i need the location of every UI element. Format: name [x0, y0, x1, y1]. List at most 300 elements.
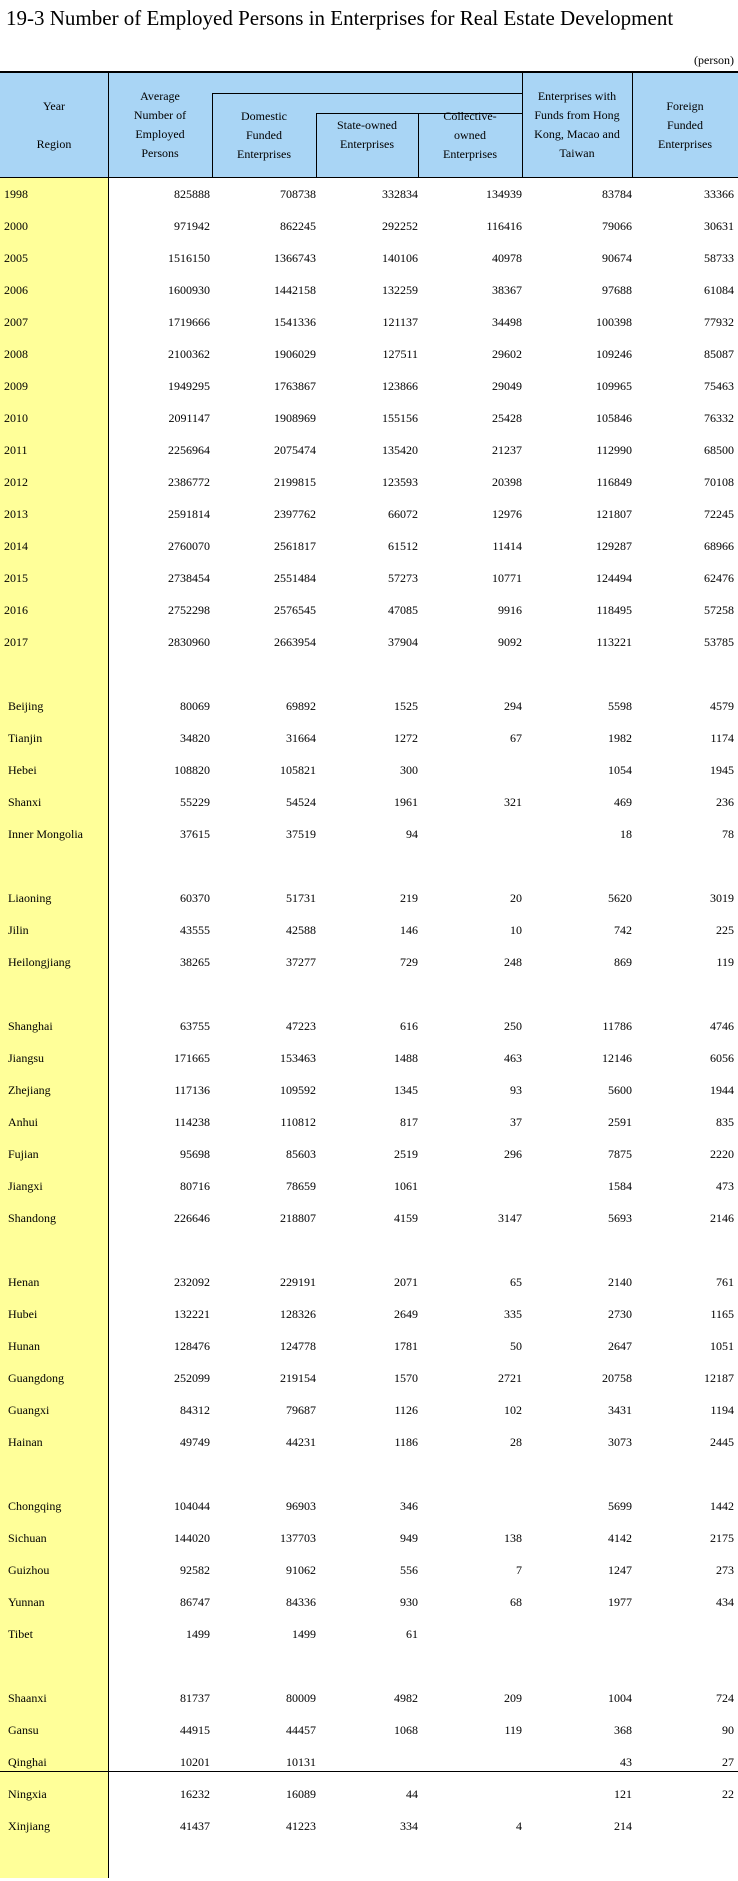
cell-value: 77932	[704, 315, 734, 329]
table-row	[0, 1266, 738, 1298]
cell-value: 61	[406, 1627, 418, 1641]
row-label: Beijing	[8, 699, 44, 713]
cell-value: 37904	[388, 635, 418, 649]
cell-value: 108820	[174, 763, 210, 777]
cell-value: 724	[716, 1691, 734, 1705]
cell-value: 218807	[280, 1211, 316, 1225]
table-bottom-rule	[0, 1771, 738, 1772]
cell-value: 47223	[286, 1019, 316, 1033]
cell-value: 37277	[286, 955, 316, 969]
cell-value: 232092	[174, 1275, 210, 1289]
table-row	[0, 338, 738, 370]
cell-value: 80009	[286, 1691, 316, 1705]
cell-value: 104044	[174, 1499, 210, 1513]
row-label: Guangdong	[8, 1371, 64, 1385]
row-label: 2007	[4, 315, 28, 329]
table-row	[0, 1074, 738, 1106]
table-row	[0, 1042, 738, 1074]
cell-value: 80716	[180, 1179, 210, 1193]
cell-value: 132221	[174, 1307, 210, 1321]
cell-value: 219	[400, 891, 418, 905]
cell-value: 1600930	[168, 283, 210, 297]
cell-value: 29602	[492, 347, 522, 361]
cell-value: 70108	[704, 475, 734, 489]
cell-value: 109592	[280, 1083, 316, 1097]
header-divider	[212, 93, 213, 177]
cell-value: 44231	[286, 1435, 316, 1449]
table-row	[0, 530, 738, 562]
cell-value: 1949295	[168, 379, 210, 393]
cell-value: 2075474	[274, 443, 316, 457]
table-row	[0, 1522, 738, 1554]
header-year: Year	[42, 98, 66, 113]
cell-value: 118495	[596, 603, 632, 617]
cell-value: 2445	[710, 1435, 734, 1449]
cell-value: 85603	[286, 1147, 316, 1161]
table-row	[0, 1170, 738, 1202]
header-divider	[212, 93, 522, 94]
cell-value: 90674	[602, 251, 632, 265]
cell-value: 155156	[382, 411, 418, 425]
cell-value: 134939	[486, 187, 522, 201]
cell-value: 708738	[280, 187, 316, 201]
header-divider	[316, 113, 317, 177]
cell-value: 2091147	[168, 411, 210, 425]
cell-value: 105821	[280, 763, 316, 777]
cell-value: 2199815	[274, 475, 316, 489]
cell-value: 135420	[382, 443, 418, 457]
cell-value: 2760070	[168, 539, 210, 553]
cell-value: 117136	[174, 1083, 210, 1097]
cell-value: 5620	[608, 891, 632, 905]
cell-value: 292252	[382, 219, 418, 233]
cell-value: 869	[614, 955, 632, 969]
cell-value: 1054	[608, 763, 632, 777]
cell-value: 119	[504, 1723, 522, 1737]
header-hk-macao-taiwan: Enterprises with Funds from Hong Kong, Macao and Taiwan	[534, 89, 620, 160]
table-row	[0, 1202, 738, 1234]
cell-value: 132259	[382, 283, 418, 297]
cell-value: 1499	[186, 1627, 210, 1641]
cell-value: 1541336	[274, 315, 316, 329]
cell-value: 109246	[596, 347, 632, 361]
table-row	[0, 754, 738, 786]
cell-value: 83784	[602, 187, 632, 201]
data-table	[0, 71, 738, 1878]
cell-value: 121	[614, 1787, 632, 1801]
row-label: 1998	[4, 187, 28, 201]
cell-value: 2591	[608, 1115, 632, 1129]
unit-label: (person)	[694, 53, 734, 67]
row-label: 2016	[4, 603, 28, 617]
cell-value: 321	[504, 795, 522, 809]
cell-value: 209	[504, 1691, 522, 1705]
table-row	[0, 1618, 738, 1650]
cell-value: 2386772	[168, 475, 210, 489]
cell-value: 1068	[394, 1723, 418, 1737]
cell-value: 16089	[286, 1787, 316, 1801]
cell-value: 49749	[180, 1435, 210, 1449]
row-label: Tibet	[8, 1627, 33, 1641]
table-row	[0, 786, 738, 818]
row-label: Chongqing	[8, 1499, 62, 1513]
cell-value: 78659	[286, 1179, 316, 1193]
cell-value: 434	[716, 1595, 734, 1609]
cell-value: 236	[716, 795, 734, 809]
header-divider	[108, 73, 109, 177]
cell-value: 34498	[492, 315, 522, 329]
row-label: Sichuan	[8, 1531, 47, 1545]
cell-value: 2146	[710, 1211, 734, 1225]
cell-value: 1174	[710, 731, 734, 745]
table-row	[0, 306, 738, 338]
header-domestic: Domestic Funded Enterprises	[237, 108, 291, 161]
cell-value: 47085	[388, 603, 418, 617]
cell-value: 7875	[608, 1147, 632, 1161]
cell-value: 250	[504, 1019, 522, 1033]
row-label: 2010	[4, 411, 28, 425]
cell-value: 2561817	[274, 539, 316, 553]
cell-value: 1961	[394, 795, 418, 809]
cell-value: 334	[400, 1819, 418, 1833]
cell-value: 97688	[602, 283, 632, 297]
cell-value: 140106	[382, 251, 418, 265]
cell-value: 7	[516, 1563, 522, 1577]
cell-value: 33366	[704, 187, 734, 201]
header-year-region	[0, 73, 108, 177]
cell-value: 368	[614, 1723, 632, 1737]
cell-value: 248	[504, 955, 522, 969]
cell-value: 20	[510, 891, 522, 905]
cell-value: 91062	[286, 1563, 316, 1577]
cell-value: 124494	[596, 571, 632, 585]
cell-value: 1944	[710, 1083, 734, 1097]
table-row	[0, 1778, 738, 1810]
cell-value: 116849	[596, 475, 632, 489]
cell-value: 1004	[608, 1691, 632, 1705]
cell-value: 61512	[388, 539, 418, 553]
cell-value: 37519	[286, 827, 316, 841]
cell-value: 226646	[174, 1211, 210, 1225]
cell-value: 90	[722, 1723, 734, 1737]
cell-value: 84312	[180, 1403, 210, 1417]
cell-value: 825888	[174, 187, 210, 201]
cell-value: 2576545	[274, 603, 316, 617]
cell-value: 94	[406, 827, 418, 841]
cell-value: 1272	[394, 731, 418, 745]
cell-value: 53785	[704, 635, 734, 649]
cell-value: 4159	[394, 1211, 418, 1225]
cell-value: 123593	[382, 475, 418, 489]
cell-value: 85087	[704, 347, 734, 361]
cell-value: 616	[400, 1019, 418, 1033]
cell-value: 57273	[388, 571, 418, 585]
cell-value: 21237	[492, 443, 522, 457]
cell-value: 44457	[286, 1723, 316, 1737]
cell-value: 335	[504, 1307, 522, 1321]
cell-value: 78	[722, 827, 734, 841]
table-row	[0, 370, 738, 402]
table-row	[0, 914, 738, 946]
cell-value: 58733	[704, 251, 734, 265]
table-row	[0, 882, 738, 914]
cell-value: 69892	[286, 699, 316, 713]
header-region: Region	[36, 136, 72, 151]
cell-value: 144020	[174, 1531, 210, 1545]
table-body	[0, 178, 738, 1878]
cell-value: 556	[400, 1563, 418, 1577]
table-row	[0, 1010, 738, 1042]
header-divider	[522, 73, 523, 177]
cell-value: 5699	[608, 1499, 632, 1513]
table-title: 19-3 Number of Employed Persons in Enterprises for Real Estate Development	[6, 6, 674, 30]
cell-value: 128476	[174, 1339, 210, 1353]
cell-value: 1584	[608, 1179, 632, 1193]
row-label: Hunan	[8, 1339, 40, 1353]
cell-value: 10131	[286, 1755, 316, 1769]
cell-value: 11786	[602, 1019, 632, 1033]
cell-value: 729	[400, 955, 418, 969]
cell-value: 2830960	[168, 635, 210, 649]
table-row	[0, 722, 738, 754]
row-label: 2012	[4, 475, 28, 489]
table-row	[0, 498, 738, 530]
cell-value: 128326	[280, 1307, 316, 1321]
table-row	[0, 594, 738, 626]
row-label: Guangxi	[8, 1403, 50, 1417]
cell-value: 37615	[180, 827, 210, 841]
cell-value: 63755	[180, 1019, 210, 1033]
cell-value: 225	[716, 923, 734, 937]
cell-value: 294	[504, 699, 522, 713]
row-label: Henan	[8, 1275, 40, 1289]
cell-value: 10771	[492, 571, 522, 585]
cell-value: 25428	[492, 411, 522, 425]
table-row	[0, 626, 738, 658]
cell-value: 2100362	[168, 347, 210, 361]
cell-value: 114238	[174, 1115, 210, 1129]
cell-value: 75463	[704, 379, 734, 393]
cell-value: 1763867	[274, 379, 316, 393]
row-label: 2008	[4, 347, 28, 361]
cell-value: 1977	[608, 1595, 632, 1609]
table-row	[0, 402, 738, 434]
row-label: 2005	[4, 251, 28, 265]
cell-value: 1499	[292, 1627, 316, 1641]
row-label: Hubei	[8, 1307, 38, 1321]
table-row	[0, 1394, 738, 1426]
cell-value: 146	[400, 923, 418, 937]
cell-value: 1051	[710, 1339, 734, 1353]
table-row	[0, 1810, 738, 1842]
cell-value: 68500	[704, 443, 734, 457]
cell-value: 300	[400, 763, 418, 777]
header-foreign: Foreign Funded Enterprises	[658, 98, 712, 151]
cell-value: 1570	[394, 1371, 418, 1385]
cell-value: 51731	[286, 891, 316, 905]
row-label: Yunnan	[8, 1595, 45, 1609]
cell-value: 153463	[280, 1051, 316, 1065]
cell-value: 68966	[704, 539, 734, 553]
cell-value: 2721	[498, 1371, 522, 1385]
cell-value: 971942	[174, 219, 210, 233]
cell-value: 43555	[180, 923, 210, 937]
cell-value: 11414	[492, 539, 522, 553]
header-divider	[632, 73, 633, 177]
cell-value: 112990	[596, 443, 632, 457]
cell-value: 86747	[180, 1595, 210, 1609]
cell-value: 2071	[394, 1275, 418, 1289]
cell-value: 38265	[180, 955, 210, 969]
cell-value: 119	[716, 955, 734, 969]
cell-value: 16232	[180, 1787, 210, 1801]
cell-value: 229191	[280, 1275, 316, 1289]
cell-value: 10	[510, 923, 522, 937]
cell-value: 2140	[608, 1275, 632, 1289]
cell-value: 1061	[394, 1179, 418, 1193]
cell-value: 219154	[280, 1371, 316, 1385]
row-label: Jiangxi	[8, 1179, 43, 1193]
cell-value: 5600	[608, 1083, 632, 1097]
header-divider	[316, 113, 522, 114]
cell-value: 12146	[602, 1051, 632, 1065]
cell-value: 9092	[498, 635, 522, 649]
cell-value: 68	[510, 1595, 522, 1609]
cell-value: 28	[510, 1435, 522, 1449]
cell-value: 1908969	[274, 411, 316, 425]
table-row	[0, 818, 738, 850]
cell-value: 12976	[492, 507, 522, 521]
cell-value: 1186	[394, 1435, 418, 1449]
cell-value: 84336	[286, 1595, 316, 1609]
row-label: Guizhou	[8, 1563, 50, 1577]
row-label: Gansu	[8, 1723, 39, 1737]
row-label: 2015	[4, 571, 28, 585]
cell-value: 2397762	[274, 507, 316, 521]
table-row	[0, 1490, 738, 1522]
cell-value: 4	[516, 1819, 522, 1833]
cell-value: 171665	[174, 1051, 210, 1065]
table-row	[0, 1682, 738, 1714]
cell-value: 138	[504, 1531, 522, 1545]
cell-value: 296	[504, 1147, 522, 1161]
cell-value: 1345	[394, 1083, 418, 1097]
cell-value: 41223	[286, 1819, 316, 1833]
cell-value: 129287	[596, 539, 632, 553]
cell-value: 72245	[704, 507, 734, 521]
cell-value: 1165	[710, 1307, 734, 1321]
cell-value: 4746	[710, 1019, 734, 1033]
cell-value: 109965	[596, 379, 632, 393]
cell-value: 60370	[180, 891, 210, 905]
cell-value: 930	[400, 1595, 418, 1609]
cell-value: 113221	[596, 635, 632, 649]
cell-value: 67	[510, 731, 522, 745]
cell-value: 100398	[596, 315, 632, 329]
cell-value: 1247	[608, 1563, 632, 1577]
cell-value: 20758	[602, 1371, 632, 1385]
cell-value: 81737	[180, 1691, 210, 1705]
cell-value: 92582	[180, 1563, 210, 1577]
table-row	[0, 274, 738, 306]
row-label: Shanghai	[8, 1019, 53, 1033]
cell-value: 62476	[704, 571, 734, 585]
cell-value: 2663954	[274, 635, 316, 649]
table-row	[0, 1554, 738, 1586]
cell-value: 102	[504, 1403, 522, 1417]
header-collective: Collective-owned Enterprises	[443, 108, 497, 161]
table-header	[0, 71, 738, 178]
row-label: 2000	[4, 219, 28, 233]
cell-value: 1719666	[168, 315, 210, 329]
cell-value: 9916	[498, 603, 522, 617]
cell-value: 2738454	[168, 571, 210, 585]
cell-value: 105846	[596, 411, 632, 425]
cell-value: 41437	[180, 1819, 210, 1833]
table-row	[0, 1362, 738, 1394]
cell-value: 2752298	[168, 603, 210, 617]
cell-value: 54524	[286, 795, 316, 809]
table-row	[0, 1746, 738, 1778]
row-label: Hebei	[8, 763, 37, 777]
cell-value: 116416	[486, 219, 522, 233]
cell-value: 817	[400, 1115, 418, 1129]
cell-value: 214	[614, 1819, 632, 1833]
cell-value: 12187	[704, 1371, 734, 1385]
cell-value: 40978	[492, 251, 522, 265]
row-label: Jilin	[8, 923, 29, 937]
cell-value: 742	[614, 923, 632, 937]
row-label: Ningxia	[8, 1787, 47, 1801]
cell-value: 835	[716, 1115, 734, 1129]
cell-value: 38367	[492, 283, 522, 297]
cell-value: 1781	[394, 1339, 418, 1353]
cell-value: 127511	[382, 347, 418, 361]
cell-value: 22	[722, 1787, 734, 1801]
row-label: Hainan	[8, 1435, 43, 1449]
row-label: Shandong	[8, 1211, 56, 1225]
row-label: Heilongjiang	[8, 955, 71, 969]
cell-value: 2649	[394, 1307, 418, 1321]
table-row	[0, 562, 738, 594]
table-row	[0, 210, 738, 242]
cell-value: 332834	[382, 187, 418, 201]
cell-value: 5693	[608, 1211, 632, 1225]
cell-value: 137703	[280, 1531, 316, 1545]
row-label: Shaanxi	[8, 1691, 47, 1705]
cell-value: 1442	[710, 1499, 734, 1513]
cell-value: 2256964	[168, 443, 210, 457]
cell-value: 2730	[608, 1307, 632, 1321]
row-label: Inner Mongolia	[8, 827, 83, 841]
table-row	[0, 466, 738, 498]
cell-value: 1982	[608, 731, 632, 745]
cell-value: 79066	[602, 219, 632, 233]
cell-value: 862245	[280, 219, 316, 233]
cell-value: 76332	[704, 411, 734, 425]
header-average: Average Number of Employed Persons	[133, 89, 187, 160]
cell-value: 79687	[286, 1403, 316, 1417]
cell-value: 273	[716, 1563, 734, 1577]
cell-value: 761	[716, 1275, 734, 1289]
cell-value: 252099	[174, 1371, 210, 1385]
table-row	[0, 1330, 738, 1362]
cell-value: 6056	[710, 1051, 734, 1065]
row-label: Xinjiang	[8, 1819, 50, 1833]
cell-value: 463	[504, 1051, 522, 1065]
cell-value: 1194	[710, 1403, 734, 1417]
cell-value: 34820	[180, 731, 210, 745]
